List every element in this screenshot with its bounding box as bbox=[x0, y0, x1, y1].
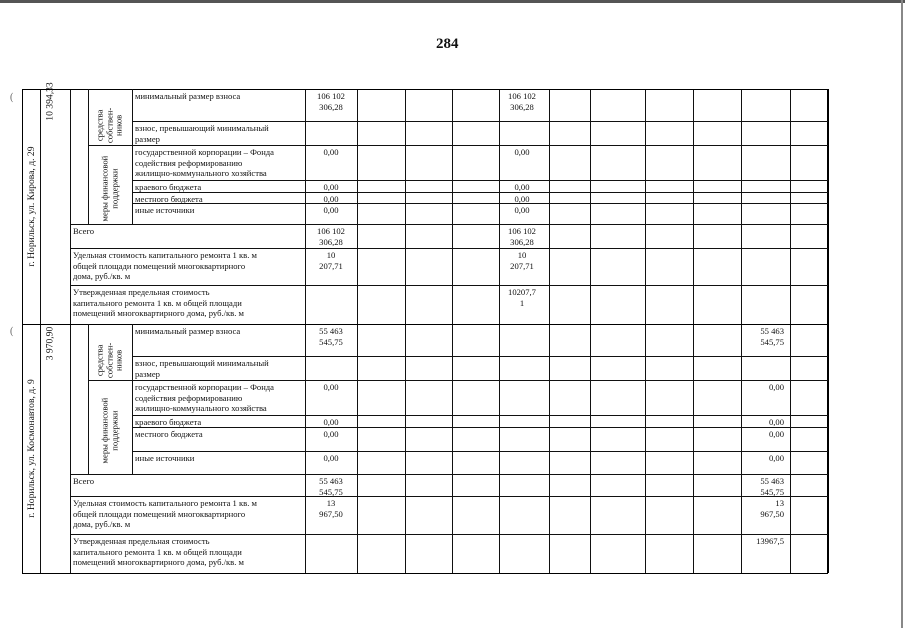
table-right-border bbox=[827, 89, 828, 573]
row-line bbox=[132, 451, 828, 452]
value-cell: 0,00 bbox=[323, 194, 339, 204]
column-line bbox=[590, 89, 591, 573]
value-cell: 13 967,50 bbox=[760, 498, 784, 519]
row-label-other_sources: иные источники bbox=[135, 205, 195, 215]
row-line bbox=[132, 121, 828, 122]
row-line bbox=[70, 534, 828, 535]
row-label-local_budget: местного бюджета bbox=[135, 429, 203, 439]
row-line bbox=[132, 415, 828, 416]
group-column-border bbox=[88, 324, 89, 474]
value-cell: 0,00 bbox=[768, 417, 784, 427]
top-border bbox=[0, 0, 905, 3]
address-column-border bbox=[40, 89, 41, 573]
value-cell: 0,00 bbox=[323, 147, 339, 157]
row-line bbox=[70, 224, 828, 225]
value-cell: 10 207,71 bbox=[319, 250, 343, 271]
column-line bbox=[828, 89, 829, 573]
value-cell: 106 102 306,28 bbox=[317, 226, 345, 247]
row-label-state_corp: государственной корпорации – Фонда содействия реформированию жилищно-коммунального хозяйства bbox=[135, 147, 274, 179]
value-cell: 55 463 545,75 bbox=[319, 476, 343, 497]
value-cell: 55 463 545,75 bbox=[319, 326, 343, 347]
column-line bbox=[741, 89, 742, 573]
value-cell: 10207,7 1 bbox=[508, 287, 536, 308]
column-line bbox=[452, 89, 453, 573]
value-cell: 0,00 bbox=[323, 417, 339, 427]
value-cell: 0,00 bbox=[323, 382, 339, 392]
table-bottom-border bbox=[22, 573, 828, 574]
column-line bbox=[405, 89, 406, 573]
row-line bbox=[132, 356, 828, 357]
value-cell: 13 967,50 bbox=[319, 498, 343, 519]
value-cell: 0,00 bbox=[323, 453, 339, 463]
value-cell: 0,00 bbox=[323, 205, 339, 215]
row-label-total: Всего bbox=[73, 226, 95, 236]
financial-support-label: меры финансовой поддержки bbox=[99, 397, 119, 464]
row-label-regional_budget: краевого бюджета bbox=[135, 417, 202, 427]
value-cell: 0,00 bbox=[323, 182, 339, 192]
row-label-unit_cost: Удельная стоимость капитального ремонта 1 кв. м общей площади помещений многоквартирного дома, руб./кв. м bbox=[73, 498, 257, 530]
group-column-border bbox=[88, 89, 89, 224]
area-column-border bbox=[70, 89, 71, 573]
row-line bbox=[70, 248, 828, 249]
column-line bbox=[357, 89, 358, 573]
row-label-unit_cost: Удельная стоимость капитального ремонта 1 кв. м общей площади помещений многоквартирного дома, руб./кв. м bbox=[73, 250, 257, 282]
value-cell: 13967,5 bbox=[756, 536, 784, 546]
value-cell: 55 463 545,75 bbox=[760, 326, 784, 347]
right-border bbox=[901, 0, 903, 628]
block-separator bbox=[22, 89, 828, 90]
value-cell: 0,00 bbox=[514, 205, 530, 215]
block-separator bbox=[22, 324, 828, 325]
value-cell: 0,00 bbox=[514, 194, 530, 204]
owner-funds-label: средства собствен- ников bbox=[94, 342, 124, 379]
row-label-excess_contribution: взнос, превышающий минимальный размер bbox=[135, 123, 269, 144]
margin-mark: ( bbox=[10, 326, 14, 337]
table-left-border bbox=[22, 89, 23, 573]
row-line bbox=[88, 145, 828, 146]
value-cell: 106 102 306,28 bbox=[508, 226, 536, 247]
column-line bbox=[645, 89, 646, 573]
column-line bbox=[549, 89, 550, 573]
margin-mark: ( bbox=[10, 92, 14, 103]
row-label-local_budget: местного бюджета bbox=[135, 194, 203, 204]
row-label-min_contribution: минимальный размер взноса bbox=[135, 326, 241, 336]
column-line bbox=[499, 89, 500, 573]
address-label: г. Норильск, ул. Космонавтов, д. 9 bbox=[25, 378, 37, 518]
page-number: 284 bbox=[436, 36, 459, 52]
row-label-min_contribution: минимальный размер взноса bbox=[135, 91, 241, 101]
value-cell: 106 102 306,28 bbox=[317, 91, 345, 112]
column-line bbox=[790, 89, 791, 573]
row-label-other_sources: иные источники bbox=[135, 453, 195, 463]
area-label: 3 970,90 bbox=[44, 326, 56, 361]
row-label-max_cost: Утвержденная предельная стоимость капитального ремонта 1 кв. м общей площади помещений многоквартирного дома, руб./кв. м bbox=[73, 287, 244, 319]
value-cell: 0,00 bbox=[768, 453, 784, 463]
column-line bbox=[693, 89, 694, 573]
row-line bbox=[70, 474, 828, 475]
financial-support-label: меры финансовой поддержки bbox=[99, 155, 119, 221]
value-cell: 55 463 545,75 bbox=[760, 476, 784, 497]
row-label-regional_budget: краевого бюджета bbox=[135, 182, 202, 192]
owner-funds-label: средства собствен- ников bbox=[94, 107, 124, 144]
value-cell: 0,00 bbox=[323, 429, 339, 439]
row-label-max_cost: Утвержденная предельная стоимость капитального ремонта 1 кв. м общей площади помещений многоквартирного дома, руб./кв. м bbox=[73, 536, 244, 568]
value-cell: 0,00 bbox=[514, 182, 530, 192]
row-label-excess_contribution: взнос, превышающий минимальный размер bbox=[135, 358, 269, 379]
value-cell: 106 102 306,28 bbox=[508, 91, 536, 112]
value-cell: 0,00 bbox=[768, 382, 784, 392]
row-line bbox=[88, 380, 828, 381]
address-label: г. Норильск, ул. Кирова, д. 29 bbox=[25, 146, 37, 267]
row-line bbox=[70, 285, 828, 286]
value-cell: 0,00 bbox=[768, 429, 784, 439]
value-cell: 0,00 bbox=[514, 147, 530, 157]
value-cell: 10 207,71 bbox=[510, 250, 534, 271]
area-label: 10 394,33 bbox=[44, 81, 56, 121]
row-line bbox=[132, 180, 828, 181]
row-label-total: Всего bbox=[73, 476, 95, 486]
row-line bbox=[70, 496, 828, 497]
row-label-state_corp: государственной корпорации – Фонда содействия реформированию жилищно-коммунального хозяйства bbox=[135, 382, 274, 414]
